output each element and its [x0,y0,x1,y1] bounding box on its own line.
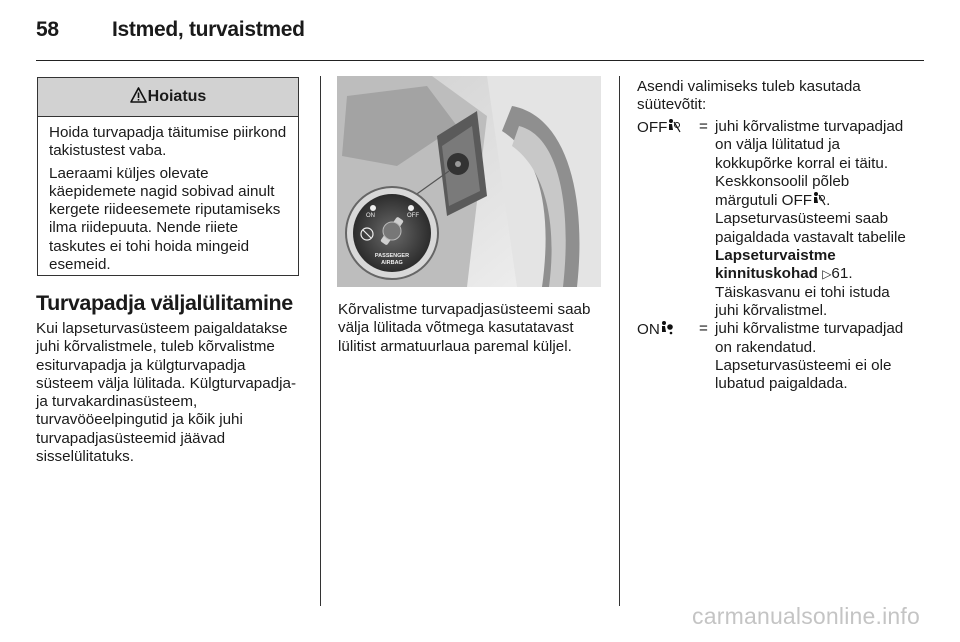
page-header [36,18,305,42]
column-divider-right [619,76,620,606]
switch-airbag-label: AIRBAG [381,260,403,266]
right-intro-block [637,78,907,115]
page-title: Istmed, turvaistmed [112,18,305,41]
airbag-on-icon [660,320,674,336]
warning-header [38,78,298,117]
section-heading: Turvapadja väljalülitamine [36,291,293,315]
definition-row-on [637,320,907,393]
definition-row-off [637,118,907,320]
desc-off: juhi kõrvalistme turvapadjad on välja lülitatud ja kokkupõrke korral ei täitu. Keskkonsoolil põleb märgutuli OFF . Lapseturvasüsteemi saab paigaldada vastavalt tabelile Lapseturvaistme kinnituskohad ▷61. Täiskasvanu ei tohi istuda juhi kõrvalistmel. [715,118,906,319]
airbag-off-icon [667,118,681,134]
warning-triangle-icon [130,87,147,103]
term-on: ON [637,320,699,393]
warning-body [38,117,298,274]
warning-box [37,77,299,276]
eq-off: = [699,118,708,135]
section-text [36,320,306,466]
watermark: carmanualsonline.info [692,603,920,629]
warning-paragraph-1: Hoida turvapadja täitumise piirkond takistustest vaba. [49,124,287,160]
page-number: 58 [36,18,59,41]
switch-on-label: ON [366,213,375,219]
page-ref-arrow-icon: ▷ [822,267,832,282]
airbag-off-icon-inline [812,191,826,207]
section-paragraph: Kui lapseturvasüsteem paigaldatakse juhi kõrvalistmele, tuleb kõrvalistme esiturvapadja ja külgturvapadja süsteem välja lülitada. Külgturvapadja- ja turvakardinasüsteem, turvavööeelpingutid ja kõik juhi turvapadjasüsteemid jäävad sisselülitatuks. [36,320,297,466]
position-definition-list [637,118,907,393]
eq-on: = [699,320,708,338]
photo-caption-block [338,301,608,356]
column-divider-left [320,76,321,606]
header-rule [36,60,924,61]
photo-caption: Kõrvalistme turvapadjasüsteemi saab välja lülitada võtmega kasutatavast lülitist armatuurlaua paremal küljel. [338,301,591,355]
link-child-seat-positions[interactable]: Lapseturvaistme kinnituskohad [715,247,836,283]
warning-paragraph-2: Laeraami küljes olevate käepidemete nagid sobivad ainult kergete riideesemete riputamiseks ilma riidepuuta. Nende riiete taskutes ei tohi hoida mingeid esemeid. [49,164,281,274]
airbag-switch-photo [337,76,601,287]
switch-off-label: OFF [407,213,419,219]
warning-title: Hoiatus [147,88,207,105]
term-off: OFF [637,118,699,320]
desc-on: juhi kõrvalistme turvapadjad on rakendatud. Lapseturvasüsteemi ei ole lubatud paigaldada. [715,320,904,393]
right-intro: Asendi valimiseks tuleb kasutada süütevõtit: [637,78,861,114]
switch-passenger-label: PASSENGER [374,253,410,259]
